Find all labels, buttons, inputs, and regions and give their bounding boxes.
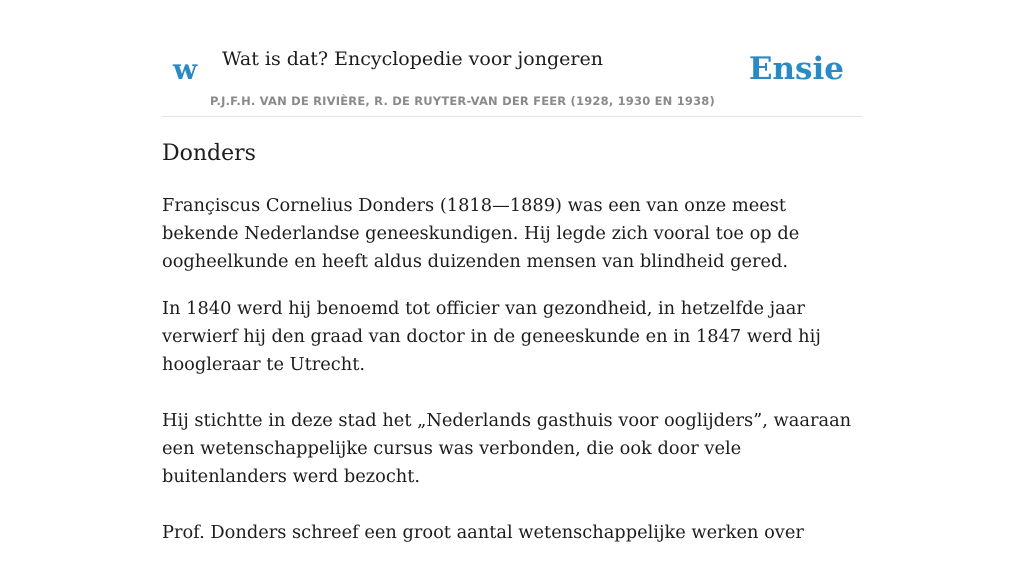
entry-paragraph: Hij stichtte in deze stad het „Nederlands gasthuis voor ooglijders”, waaraan een wetenschappelijke cursus was verbonden, die ook door vele buitenlanders werd bezocht. — [162, 410, 852, 487]
entry-paragraph: Françiscus Cornelius Donders (1818—1889) was een van onze meest bekende Nederlandse geneeskundigen. Hij legde zich vooral toe op de oogheelkunde en heeft aldus duizenden mensen van blindheid gered. — [162, 195, 800, 272]
ensie-logo-link[interactable]: Ensie — [748, 51, 844, 87]
entry-body — [162, 192, 864, 547]
entry-paragraph: In 1840 werd hij benoemd tot officier van gezondheid, in hetzelfde jaar verwierf hij den graad van doctor in de geneeskunde en in 1847 werd hij hoogleraar te Utrecht. — [162, 298, 821, 375]
entry-content — [162, 136, 864, 566]
header — [162, 0, 862, 117]
entry-title: Donders — [162, 141, 256, 166]
book-title-link[interactable]: Wat is dat? Encyclopedie voor jongeren — [222, 48, 603, 70]
entry-paragraph: Prof. Donders schreef een groot aantal wetenschappelijke werken over — [162, 522, 804, 543]
book-logo-icon[interactable]: w — [173, 53, 198, 86]
book-authors: P.J.F.H. VAN DE RIVIÈRE, R. DE RUYTER-VAN DER FEER (1928, 1930 EN 1938) — [210, 94, 715, 108]
